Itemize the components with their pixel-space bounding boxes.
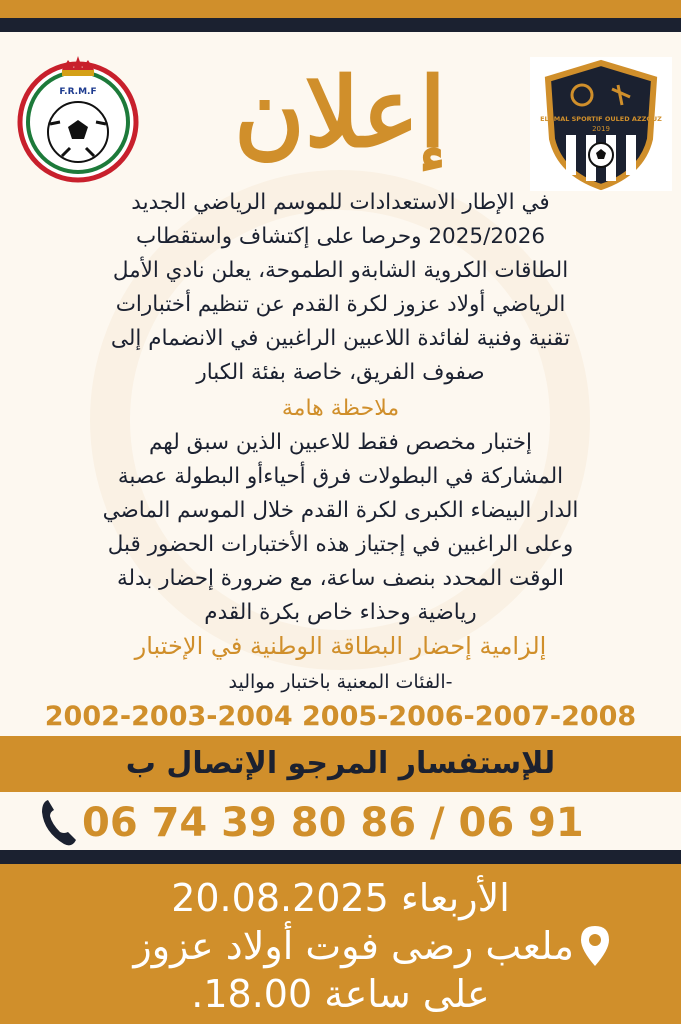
phone-numbers[interactable]: 06 74 39 80 86 / 06 91 <box>82 800 584 846</box>
categories-line: -الفئات المعنية باختبار مواليد <box>228 671 453 693</box>
club-logo-year: 2019 <box>592 125 610 133</box>
frmf-logo <box>12 52 144 184</box>
id-requirement: إلزامية إحضار البطاقة الوطنية في الإختبار <box>134 632 547 660</box>
bottom-navy-band <box>0 850 681 864</box>
intro-paragraph <box>20 186 661 390</box>
note-line: المشاركة في البطولات فرق أحياءأو البطولة عصبة <box>117 464 564 489</box>
intro-line: الطاقات الكروية الشابةو الطموحة، يعلن نادي الأمل <box>112 258 569 283</box>
intro-line: صفوف الفريق، خاصة بفئة الكبار <box>196 360 485 385</box>
note-line: رياضية وحذاء خاص بكرة القدم <box>204 600 477 625</box>
club-logo-frame <box>530 57 672 191</box>
note-line: وعلى الراغبين في إجتياز هذه الأختبارات الحضور قبل <box>107 532 574 557</box>
inquiry-text: للإستفسار المرجو الإتصال ب <box>125 746 556 781</box>
phone-icon <box>38 796 78 848</box>
event-date: الأربعاء 20.08.2025 <box>171 876 510 920</box>
important-note-heading: ملاحظة هامة <box>281 396 400 421</box>
frmf-logo-label: F.R.M.F <box>59 87 97 97</box>
top-navy-band <box>0 18 681 32</box>
location-pin-icon <box>578 924 612 968</box>
note-paragraph <box>20 426 661 630</box>
club-logo-label: ELAMAL SPORTIF OULED AZZOUZ <box>540 115 662 123</box>
announcement-title: إعلان <box>234 56 446 169</box>
note-line: إختبار مخصص فقط للاعبين الذين سبق لهم <box>148 430 533 455</box>
intro-line: في الإطار الاستعدادات للموسم الرياضي الجديد <box>131 190 550 215</box>
top-accent-band <box>0 0 681 18</box>
club-logo <box>530 57 672 191</box>
intro-line: تقنية وفنية لفائدة اللاعبين الراغبين في الانضمام إلى <box>110 326 571 351</box>
note-line: الدار البيضاء الكبرى لكرة القدم خلال الموسم الماضي <box>102 498 579 523</box>
birth-years: 2002-2003-2004 2005-2006-2007-2008 <box>44 701 637 732</box>
venue-row <box>100 918 620 974</box>
intro-line: الرياضي أولاد عزوز لكرة القدم عن تنظيم أختبارات <box>115 292 566 317</box>
note-line: الوقت المحدد بنصف ساعة، مع ضرورة إحضار بدلة <box>116 566 565 591</box>
intro-line: 2025/2026 وحرصا على إكتشاف واستقطاب <box>135 224 546 249</box>
event-venue: ملعب رضى فوت أولاد عزوز <box>133 924 574 968</box>
event-time: على ساعة 18.00. <box>191 972 490 1016</box>
